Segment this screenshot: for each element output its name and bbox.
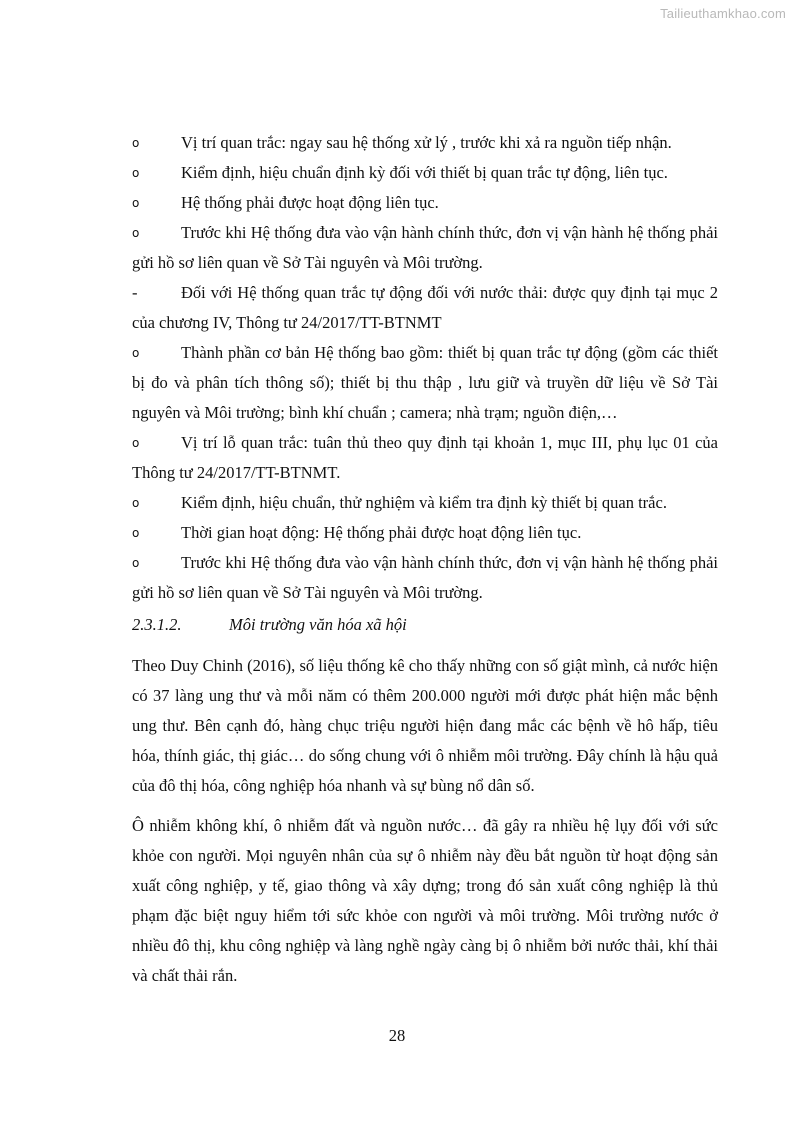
- list-item: [132, 428, 718, 488]
- section-number: 2.3.1.2.: [132, 615, 182, 634]
- list-item: [132, 278, 718, 338]
- list-item-text: Vị trí quan trắc: ngay sau hệ thống xử lý , trước khi xả ra nguồn tiếp nhận.: [181, 133, 672, 152]
- list-item-text: Trước khi Hệ thống đưa vào vận hành chính thức, đơn vị vận hành hệ thống phải gửi hồ sơ liên quan về Sở Tài nguyên và Môi trường.: [132, 553, 718, 602]
- paragraph: Theo Duy Chinh (2016), số liệu thống kê cho thấy những con số giật mình, cả nước hiện có 37 làng ung thư và mỗi năm có thêm 200.000 người mới được phát hiện mắc bệnh ung thư. Bên cạnh đó, hàng chục triệu người hiện đang mắc các bệnh về hô hấp, tiêu hóa, thính giác, thị giác… do sống chung với ô nhiễm môi trường. Đây chính là hậu quả của đô thị hóa, công nghiệp hóa nhanh và sự bùng nổ dân số.: [132, 656, 718, 795]
- dash-marker: -: [132, 283, 138, 302]
- list-item: [132, 338, 718, 428]
- section-title: Môi trường văn hóa xã hội: [229, 615, 407, 634]
- list-item: [132, 518, 718, 548]
- bullet-marker: o: [132, 496, 140, 510]
- list-item: [132, 188, 718, 218]
- bullet-marker: o: [132, 136, 140, 150]
- list-item: [132, 548, 718, 608]
- section-heading: [132, 610, 718, 640]
- list-item-text: Trước khi Hệ thống đưa vào vận hành chính thức, đơn vị vận hành hệ thống phải gửi hồ sơ liên quan về Sở Tài nguyên và Môi trường.: [132, 223, 718, 272]
- list-item-text: Vị trí lỗ quan trắc: tuân thủ theo quy định tại khoản 1, mục III, phụ lục 01 của Thông tư 24/2017/TT-BTNMT.: [132, 433, 718, 482]
- bullet-marker: o: [132, 166, 140, 180]
- page-number: 28: [388, 1026, 406, 1045]
- list-item-text: Thành phần cơ bản Hệ thống bao gồm: thiết bị quan trắc tự động (gồm các thiết bị đo và phân tích thông số); thiết bị thu thập , lưu giữ và truyền dữ liệu về Sở Tài nguyên và Môi trường; bình khí chuẩn ; camera; nhà trạm; nguồn điện,…: [132, 343, 718, 422]
- bullet-marker: o: [132, 436, 140, 450]
- list-item-text: Đối với Hệ thống quan trắc tự động đối với nước thải: được quy định tại mục 2 của chương IV, Thông tư 24/2017/TT-BTNMT: [132, 283, 718, 332]
- bullet-marker: o: [132, 556, 140, 570]
- list-item: [132, 128, 718, 158]
- paragraph: Ô nhiễm không khí, ô nhiễm đất và nguồn nước… đã gây ra nhiều hệ lụy đối với sức khỏe con người. Mọi nguyên nhân của sự ô nhiễm này đều bắt nguồn từ hoạt động sản xuất công nghiệp, y tế, giao thông và xây dựng; trong đó sản xuất công nghiệp là thủ phạm đặc biệt nguy hiểm tới sức khỏe con người và môi trường. Môi trường nước ở nhiều đô thị, khu công nghiệp và làng nghề ngày càng bị ô nhiễm bởi nước thải, khí thải và chất thải rắn.: [132, 816, 718, 985]
- bullet-marker: o: [132, 526, 140, 540]
- document-body: [132, 128, 718, 991]
- list-item: [132, 218, 718, 278]
- list-item: [132, 158, 718, 188]
- list-item-text: Kiểm định, hiệu chuẩn định kỳ đối với thiết bị quan trắc tự động, liên tục.: [181, 163, 668, 182]
- list-item-text: Thời gian hoạt động: Hệ thống phải được hoạt động liên tục.: [181, 523, 582, 542]
- bullet-marker: o: [132, 196, 140, 210]
- list-item-text: Kiểm định, hiệu chuẩn, thử nghiệm và kiểm tra định kỳ thiết bị quan trắc.: [181, 493, 667, 512]
- watermark: Tailieuthamkhao.com: [660, 6, 786, 21]
- bullet-marker: o: [132, 346, 140, 360]
- list-item: [132, 488, 718, 518]
- bullet-marker: o: [132, 226, 140, 240]
- list-item-text: Hệ thống phải được hoạt động liên tục.: [181, 193, 439, 212]
